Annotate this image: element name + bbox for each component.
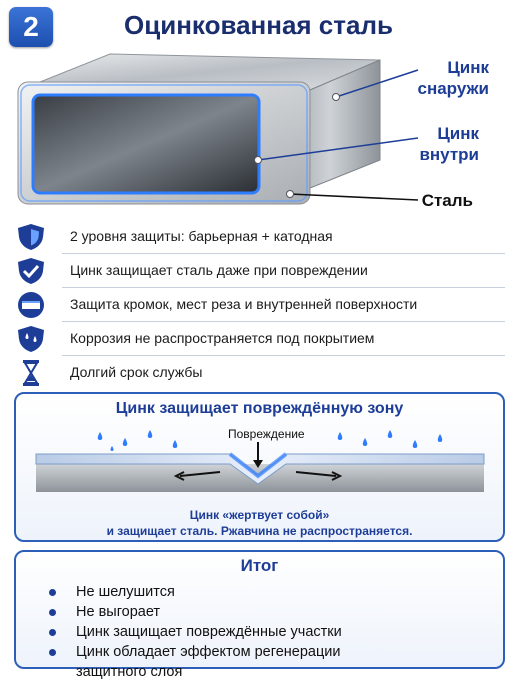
page-title: Оцинкованная сталь [124,10,393,40]
summary-item: Не выгорает [44,602,342,622]
feature-text: Долгий срок службы [70,364,203,380]
hourglass-icon [14,358,48,388]
damage-protection-panel [14,392,505,542]
shield-drops-icon [14,324,48,354]
summary-panel [14,550,505,680]
feature-text: Цинк защищает сталь даже при повреждении [70,262,368,278]
damage-illustration [30,424,490,504]
summary-list [44,582,342,682]
feature-item [0,254,519,288]
shield-check-icon [14,256,48,286]
water-drops-left [98,430,178,451]
feature-item [0,288,519,322]
damage-caption-line1: Цинк «жертвует собой» [189,508,330,522]
summary-item: Не шелушится [44,582,342,602]
water-drops-right [338,430,443,448]
callout-zinc-inside: Цинк внутри [419,124,479,164]
summary-item: Цинк защищает повреждённые участки [44,622,342,642]
feature-text: Коррозия не распространяется под покрытием [70,330,375,346]
summary-item-continuation: защитного слоя [76,664,183,680]
feature-item [0,322,519,356]
damage-label: Повреждение [228,427,305,441]
edge-protection-icon [14,290,48,320]
section-number-badge: 2 [9,7,53,47]
tube-inner-cavity [34,96,258,192]
feature-text: 2 уровня защиты: барьерная + катодная [70,228,333,244]
summary-title: Итог [240,556,279,575]
shield-icon [14,222,48,252]
damage-panel-title: Цинк защищает повреждённую зону [115,400,404,417]
callout-steel: Сталь [421,191,473,210]
callout-zinc-outside: Цинк снаружи [417,58,489,98]
summary-item: Цинк обладает эффектом регенерации [44,642,342,662]
damage-caption-line2: и защищает сталь. Ржавчина не распространяется. [106,524,413,538]
feature-item [0,220,519,254]
feature-item [0,356,519,390]
feature-text: Защита кромок, мест реза и внутренней поверхности [70,296,418,312]
